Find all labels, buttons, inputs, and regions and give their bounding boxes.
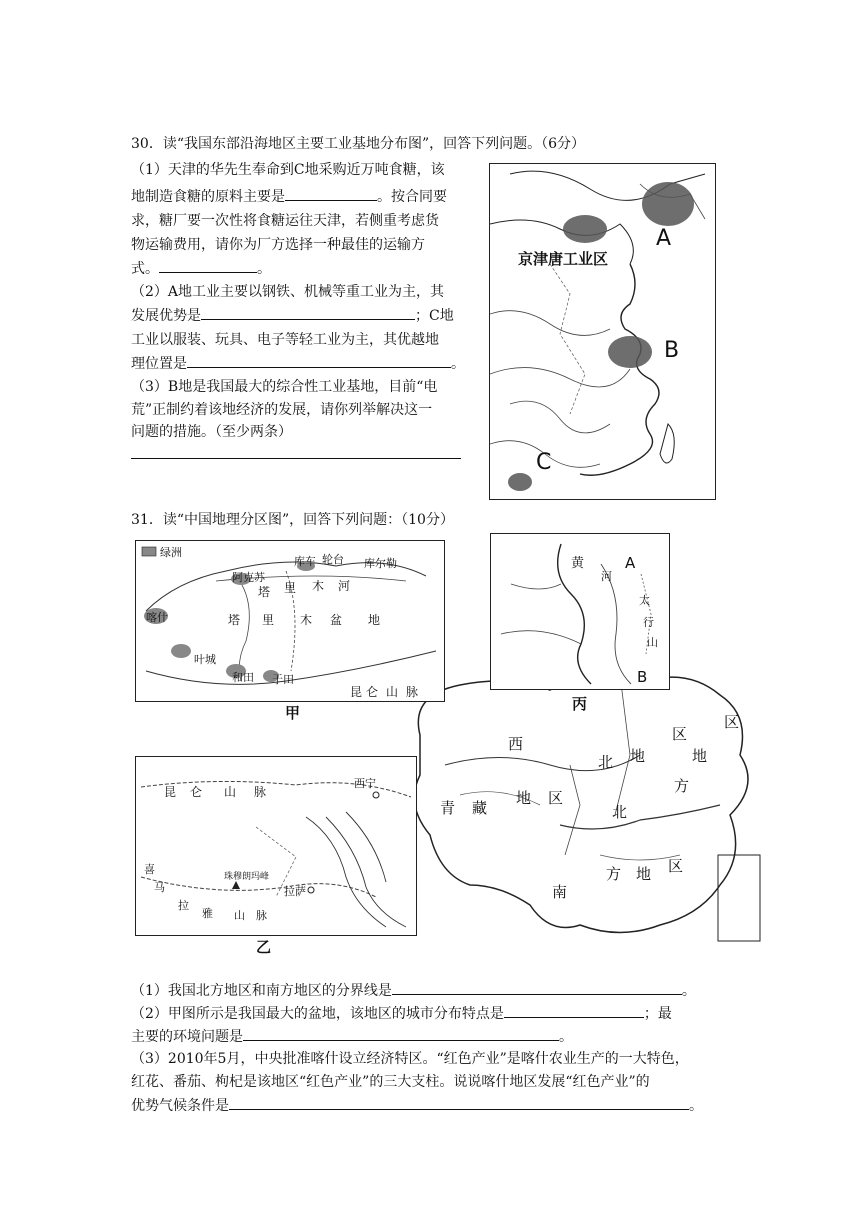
q30-line-10: （3）B地是我国最大的综合性工业基地，目前“电 (131, 379, 438, 395)
label-he: 河 (338, 579, 351, 593)
label-yutian: 于田 (272, 673, 294, 686)
q30-title: 30．读“我国东部沿海地区主要工业基地分布图”，回答下列问题。（6分） (131, 136, 586, 152)
label-kuche: 库车 (294, 555, 316, 568)
label-xi: 西 (508, 735, 524, 753)
label-ta1: 塔 (258, 585, 271, 599)
answer-blank[interactable] (392, 980, 682, 995)
q30-line-5: 式。 。 (131, 258, 271, 279)
q30-line-1: （1）天津的华先生奉命到C地采购近万吨食糖，该 (131, 162, 445, 178)
label-hetian: 和田 (232, 671, 254, 684)
label-qu2: 区 (548, 789, 564, 807)
label-he: 河 (601, 570, 612, 583)
q30-line-9: 理位置是 。 (131, 353, 465, 374)
tarim-basin-map (135, 540, 445, 702)
label-di: 地 (368, 613, 381, 627)
q30-line-12: 问题的措施。（至少两条） (131, 424, 292, 440)
label-di2: 地 (516, 789, 532, 807)
label-mai: 脉 (254, 785, 267, 799)
label-qing: 青 (440, 799, 456, 817)
label-hang: 行 (643, 616, 654, 629)
label-shan2: 山 (234, 909, 245, 922)
answer-blank[interactable] (201, 305, 415, 320)
label-li1: 里 (284, 581, 297, 595)
label-qu3: 区 (724, 713, 740, 731)
label-shan: 山 (647, 636, 658, 649)
label-kuerle: 库尔勒 (364, 557, 397, 570)
label-shan: 山 (224, 785, 237, 799)
label-shan: 山 (386, 685, 399, 699)
label-tai: 太 (639, 594, 650, 607)
caption-yi: 乙 (256, 938, 272, 956)
label-mu1: 木 (312, 579, 325, 593)
legend-oasis: 绿洲 (160, 546, 182, 559)
label-li2: 里 (262, 613, 275, 627)
label-yecheng: 叶城 (194, 653, 216, 666)
label-bei2: 北 (612, 803, 628, 821)
label-xining: 西宁 (354, 777, 376, 790)
label-qu4: 区 (668, 857, 684, 875)
label-lun: 仑 (190, 785, 203, 799)
label-everest: 珠穆朗玛峰 (224, 872, 270, 882)
q31-q1: （1）我国北方地区和南方地区的分界线是 。 (131, 980, 696, 1001)
answer-blank[interactable] (504, 1003, 644, 1018)
answer-blank[interactable] (159, 258, 257, 273)
q31-q2a: （2）甲图所示是我国最大的盆地，该地区的城市分布特点是 ；最 (131, 1003, 672, 1024)
label-kun: 昆 (164, 785, 177, 799)
caption-bing: 丙 (572, 695, 588, 713)
q31-q3b: 红花、番茄、枸杞是该地区“红色产业”的三大支柱。说说喀什地区发展“红色产业”的 (131, 1074, 650, 1090)
label-ma: 马 (154, 881, 165, 894)
map-outline (490, 164, 715, 499)
q30-line-4: 物运输费用，请你为厂方选择一种最佳的运输方 (131, 237, 425, 253)
q31-q3c: 优势气候条件是 。 (131, 1095, 703, 1116)
answer-blank[interactable] (243, 1026, 559, 1041)
label-nan: 南 (552, 883, 568, 901)
q30-line-8: 工业以服装、玩具、电子等轻工业为主，其优越地 (131, 332, 439, 348)
q30-line-11: 荒”正制约着该地经济的发展，请你列举解决这一 (131, 402, 433, 418)
label-mu2: 木 (300, 613, 313, 627)
label-fang: 方 (674, 777, 690, 795)
loess-plateau-map (490, 533, 670, 690)
label-fang2: 方 (606, 865, 622, 883)
label-qu: 区 (672, 725, 688, 743)
answer-blank[interactable] (229, 1095, 689, 1110)
tibet-plateau-map (135, 756, 417, 936)
caption-jia: 甲 (285, 704, 301, 722)
region-label-jingjintang: 京津唐工业区 (518, 250, 609, 268)
answer-blank[interactable] (187, 353, 451, 368)
label-ya: 雅 (202, 907, 213, 920)
label-kun: 昆 (350, 685, 363, 699)
q31-q2b: 主要的环境问题是 。 (131, 1026, 573, 1047)
q30-line-6: （2）A地工业主要以钢铁、机械等重工业为主，其 (131, 284, 445, 300)
answer-blank[interactable] (285, 186, 377, 201)
label-di: 地 (630, 747, 646, 765)
q30-line-2: 地制造食糖的原料主要是 。按合同要 (131, 186, 447, 207)
label-lasa: 拉萨 (284, 885, 306, 898)
point-label-a: A (656, 226, 672, 251)
label-mai: 脉 (406, 685, 419, 699)
label-di3: 地 (692, 747, 708, 765)
label-la: 拉 (178, 899, 189, 912)
label-di4: 地 (636, 865, 652, 883)
label-zang: 藏 (472, 799, 488, 817)
label-bei: 北 (598, 753, 614, 771)
point-label-c: C (536, 450, 552, 475)
label-kashi: 喀什 (146, 611, 168, 624)
label-ta2: 塔 (228, 613, 241, 627)
q31-title: 31．读“中国地理分区图”，回答下列问题：（10分） (131, 512, 454, 528)
q30-line-3: 求，糖厂要一次性将食糖运往天津，若侧重考虑货 (131, 213, 439, 229)
answer-line[interactable] (131, 458, 461, 459)
q31-q3a: （3）2010年5月，中央批准喀什设立经济特区。“红色产业”是喀什农业生产的一大特色， (131, 1051, 689, 1067)
point-a: A (625, 554, 636, 572)
east-coast-industrial-map (489, 163, 716, 500)
point-label-b: B (664, 338, 680, 363)
q30-line-7: 发展优势是 ；C地 (131, 305, 454, 326)
label-akesu: 阿克苏 (232, 571, 265, 584)
label-xi: 喜 (144, 863, 155, 876)
label-pen: 盆 (330, 613, 343, 627)
label-luntai: 轮台 (322, 553, 344, 566)
label-lun: 仑 (366, 685, 379, 699)
label-huang: 黄 (571, 556, 585, 571)
label-mai2: 脉 (256, 909, 267, 922)
point-b: B (637, 668, 648, 686)
